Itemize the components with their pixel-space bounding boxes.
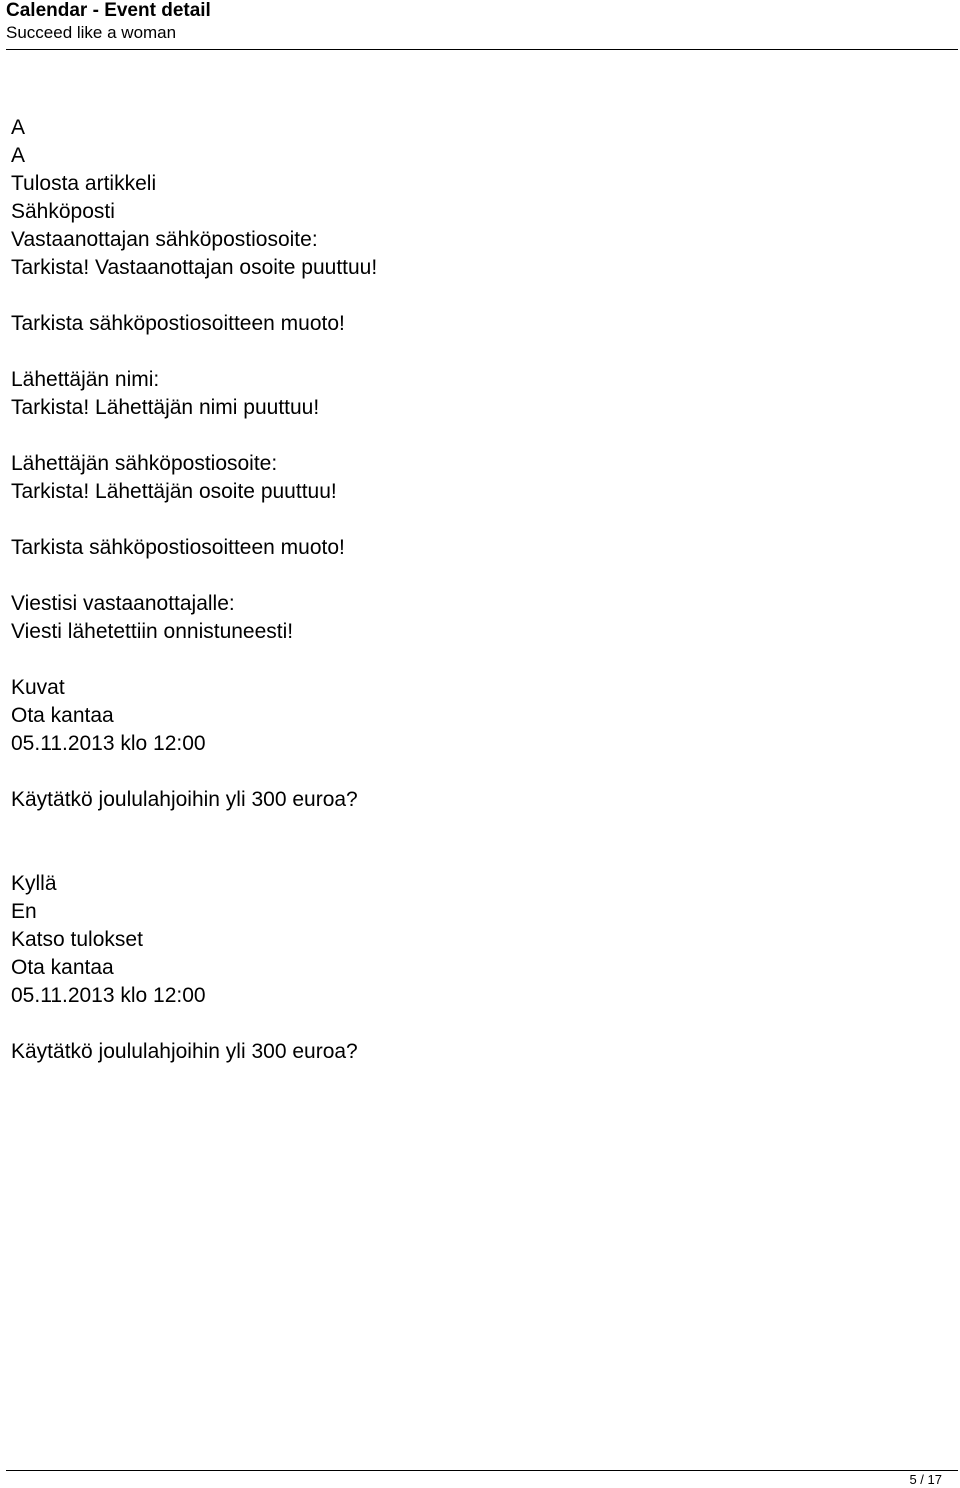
page-subtitle: Succeed like a woman (6, 23, 177, 42)
spacer (11, 814, 941, 870)
poll-heading: Ota kantaa (11, 704, 114, 727)
recipient-missing-error: Tarkista! Vastaanottajan osoite puuttuu! (11, 256, 378, 279)
sender-name-missing-error: Tarkista! Lähettäjän nimi puuttuu! (11, 396, 320, 419)
recipient-email-label: Vastaanottajan sähköpostiosoite: (11, 228, 318, 251)
poll-date-repeat: 05.11.2013 klo 12:00 (11, 984, 206, 1007)
sender-format-error: Tarkista sähköpostiosoitteen muoto! (11, 536, 345, 559)
page-header (6, 0, 958, 50)
page-number: 5 / 17 (909, 1472, 942, 1487)
article-content (11, 114, 941, 1066)
spacer (11, 562, 941, 590)
poll-question: Käytätkö joululahjoihin yli 300 euroa? (11, 788, 358, 811)
sender-name-label: Lähettäjän nimi: (11, 368, 160, 391)
spacer (11, 422, 941, 450)
spacer (11, 282, 941, 310)
font-size-large-link[interactable]: A (11, 116, 26, 139)
view-results-link[interactable]: Katso tulokset (11, 928, 143, 951)
sent-success-message: Viesti lähetettiin onnistuneesti! (11, 620, 294, 643)
spacer (11, 506, 941, 534)
poll-question-repeat: Käytätkö joululahjoihin yli 300 euroa? (11, 1040, 358, 1063)
sender-email-missing-error: Tarkista! Lähettäjän osoite puuttuu! (11, 480, 337, 503)
page-title: Calendar - Event detail (6, 0, 211, 21)
spacer (11, 646, 941, 674)
email-link[interactable]: Sähköposti (11, 200, 115, 223)
spacer (11, 758, 941, 786)
poll-heading-repeat: Ota kantaa (11, 956, 114, 979)
message-label: Viestisi vastaanottajalle: (11, 592, 235, 615)
poll-option-yes[interactable]: Kyllä (11, 872, 57, 895)
recipient-format-error: Tarkista sähköpostiosoitteen muoto! (11, 312, 345, 335)
print-article-link[interactable]: Tulosta artikkeli (11, 172, 157, 195)
images-link[interactable]: Kuvat (11, 676, 65, 699)
page-footer (6, 1470, 958, 1488)
font-size-small-link[interactable]: A (11, 144, 26, 167)
poll-date: 05.11.2013 klo 12:00 (11, 732, 206, 755)
spacer (11, 1010, 941, 1038)
sender-email-label: Lähettäjän sähköpostiosoite: (11, 452, 278, 475)
spacer (11, 338, 941, 366)
poll-option-no[interactable]: En (11, 900, 37, 923)
